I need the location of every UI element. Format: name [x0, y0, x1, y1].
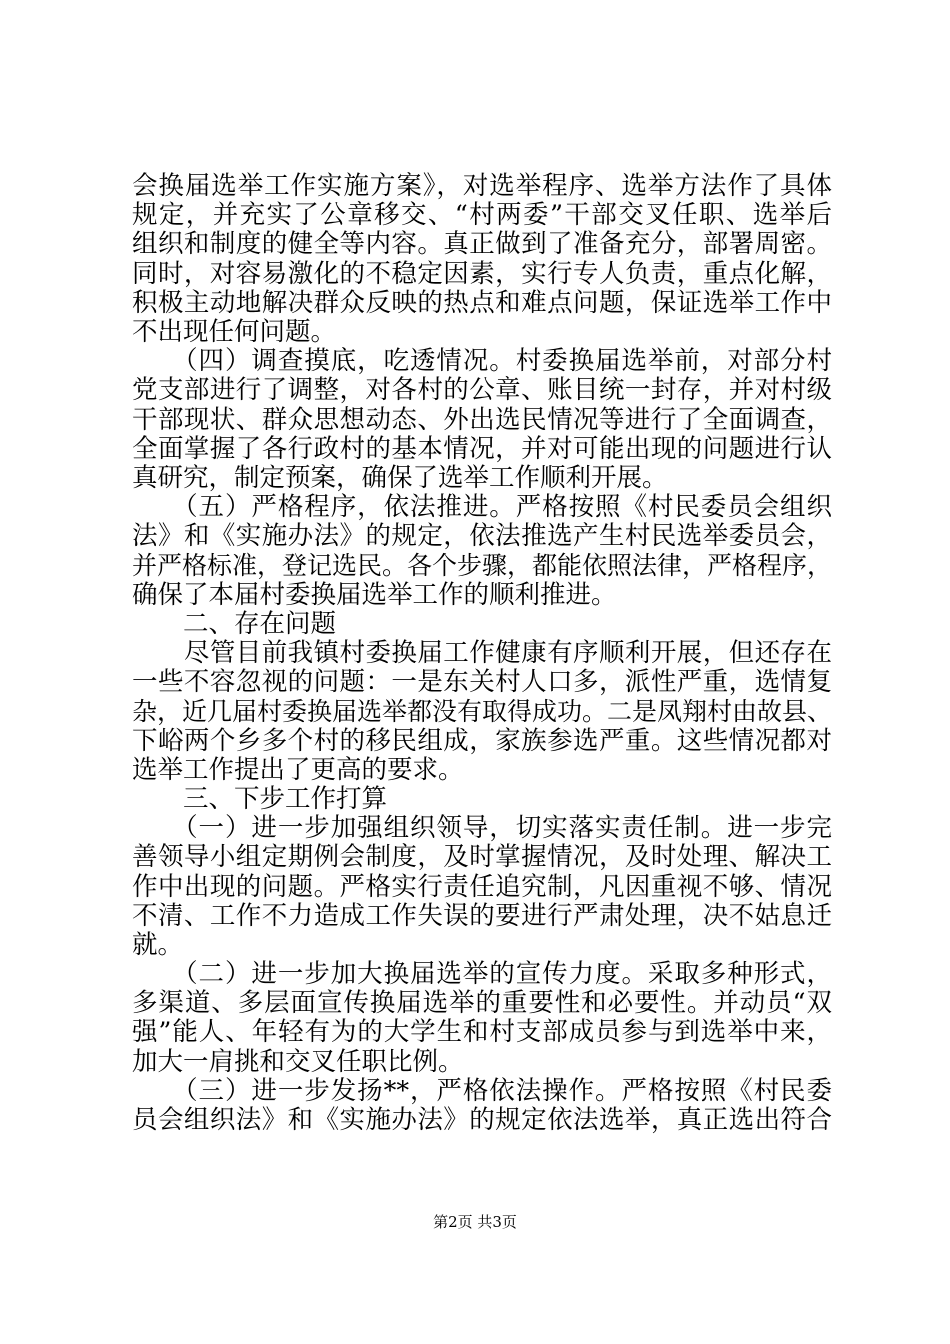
text-line: 员会组织法》和《实施办法》的规定依法选举，真正选出符合 — [132, 1105, 832, 1135]
text-line: 会换届选举工作实施方案》，对选举程序、选举方法作了具体 — [132, 171, 832, 201]
document-body — [132, 172, 832, 1135]
text-line: （四）调查摸底，吃透情况。村委换届选举前，对部分村 — [132, 346, 832, 377]
text-line: 下峪两个乡多个村的移民组成，家族参选严重。这些情况都对 — [132, 725, 832, 756]
text-line: 多渠道、多层面宣传换届选举的重要性和必要性。并动员“双 — [132, 988, 832, 1019]
text-line: 就。 — [132, 929, 184, 960]
text-line: 全面掌握了各行政村的基本情况，并对可能出现的问题进行认 — [132, 433, 832, 464]
text-line: 加大一肩挑和交叉任职比例。 — [132, 1046, 464, 1077]
text-line: 确保了本届村委换届选举工作的顺利推进。 — [132, 579, 617, 610]
text-line: 干部现状、群众思想动态、外出选民情况等进行了全面调查， — [132, 404, 832, 435]
text-line: 党支部进行了调整，对各村的公章、账目统一封存，并对村级 — [132, 375, 832, 406]
text-line: （三）进一步发扬**，严格依法操作。严格按照《村民委 — [132, 1075, 832, 1106]
text-line: 积极主动地解决群众反映的热点和难点问题，保证选举工作中 — [132, 287, 832, 318]
text-line: （二）进一步加大换届选举的宣传力度。采取多种形式， — [132, 959, 832, 990]
text-line: 善领导小组定期例会制度，及时掌握情况，及时处理、解决工 — [132, 842, 832, 873]
text-line: 不出现任何问题。 — [132, 316, 337, 347]
text-line: （五）严格程序，依法推进。严格按照《村民委员会组织 — [132, 492, 832, 523]
text-line: （一）进一步加强组织领导，切实落实责任制。进一步完 — [132, 813, 832, 844]
text-line: 选举工作提出了更高的要求。 — [132, 754, 464, 785]
text-line: 法》和《实施办法》的规定，依法推选产生村民选举委员会， — [132, 521, 832, 552]
text-line: 真研究，制定预案，确保了选举工作顺利开展。 — [132, 462, 668, 493]
text-line: 一些不容忽视的问题：一是东关村人口多，派性严重，选情复 — [132, 667, 832, 698]
text-line: 三、下步工作打算 — [132, 783, 388, 814]
text-line: 作中出现的问题。严格实行责任追究制，凡因重视不够、情况 — [132, 871, 832, 902]
text-line: 尽管目前我镇村委换届工作健康有序顺利开展，但还存在 — [132, 638, 832, 668]
text-line: 组织和制度的健全等内容。真正做到了准备充分，部署周密。 — [132, 229, 832, 260]
text-line: 杂，近几届村委换届选举都没有取得成功。二是凤翔村由故县、 — [132, 697, 833, 727]
text-line: 不清、工作不力造成工作失误的要进行严肃处理，决不姑息迁 — [132, 900, 832, 931]
text-line: 强”能人、年轻有为的大学生和村支部成员参与到选举中来， — [132, 1017, 832, 1048]
text-line: 同时，对容易激化的不稳定因素，实行专人负责，重点化解， — [132, 258, 832, 289]
page-footer: 第2页 共3页 — [433, 1213, 517, 1231]
text-line: 并严格标准，登记选民。各个步骤，都能依照法律，严格程序， — [132, 551, 833, 581]
text-line: 规定，并充实了公章移交、“村两委”干部交叉任职、选举后 — [132, 200, 832, 231]
text-line: 二、存在问题 — [132, 608, 337, 639]
